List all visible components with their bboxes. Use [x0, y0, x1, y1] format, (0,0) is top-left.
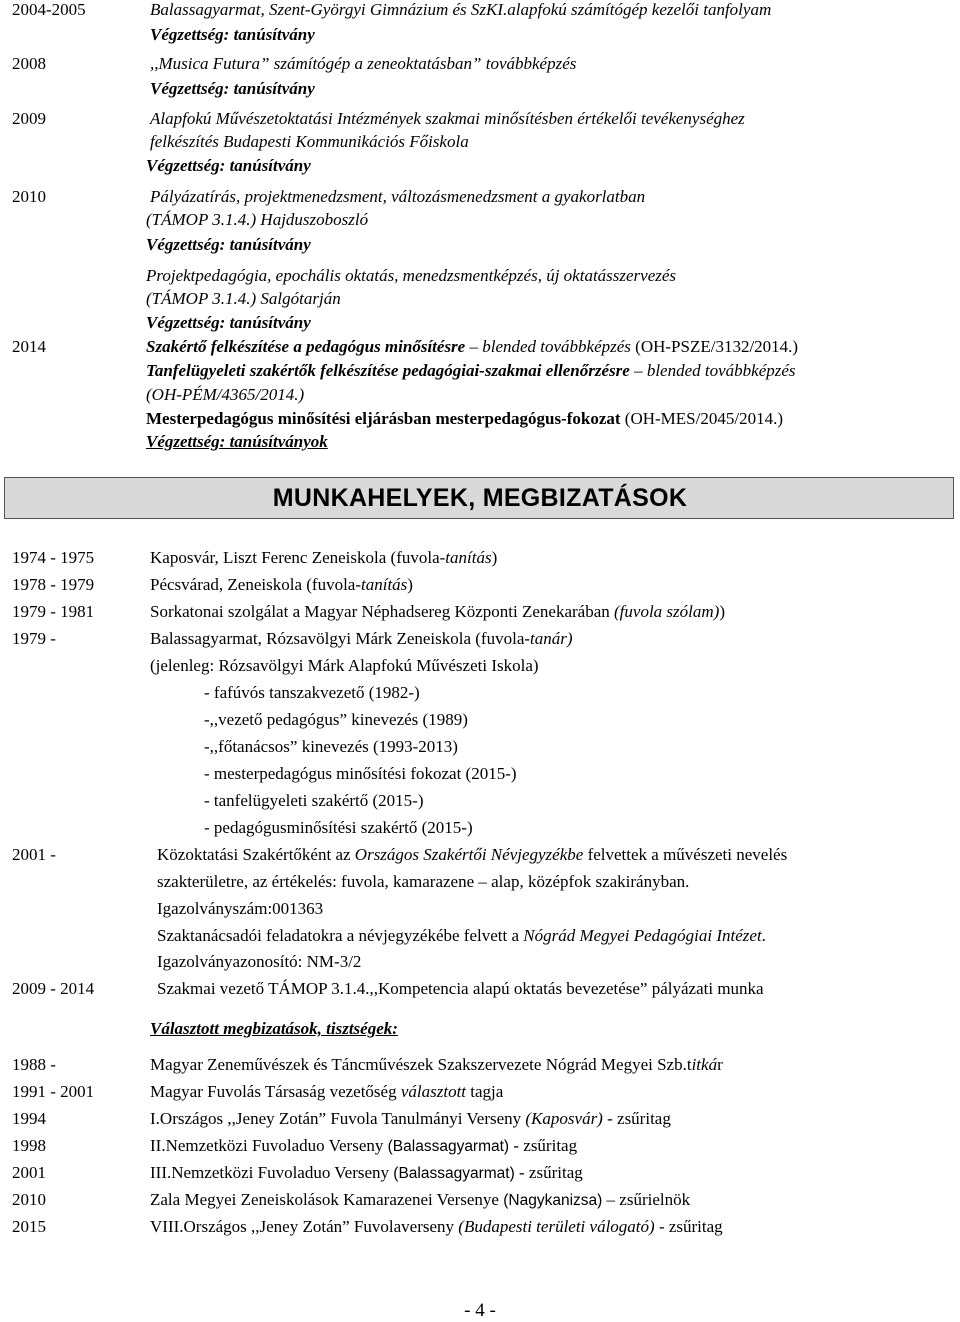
- elected-year-3: 1994: [12, 1109, 46, 1128]
- job-1-text: Kaposvár, Liszt Ferenc Zeneiskola (fuvola-: [150, 548, 446, 567]
- edu-cert-3: Végzettség: tanúsítvány: [146, 156, 311, 175]
- job-6: Szakmai vezető TÁMOP 3.1.4.,,Kompetencia alapú oktatás bevezetése” pályázati munka: [157, 979, 764, 998]
- edu-2014-l1-code: (OH-PSZE/3132/2014.): [635, 337, 799, 356]
- job-year-1: 1974 - 1975: [12, 548, 95, 567]
- role-2: -,,vezető pedagógus” kinevezés (1989): [204, 710, 468, 729]
- edu-cert-4: Végzettség: tanúsítvány: [146, 235, 311, 254]
- elected-6: [150, 1190, 690, 1210]
- elected-year-6: 2010: [12, 1190, 46, 1209]
- edu-title-5b: (TÁMOP 3.1.4.) Salgótarján: [146, 289, 341, 308]
- edu-2014-line4: [146, 409, 783, 429]
- edu-year-2: 2008: [12, 54, 46, 73]
- elected-1: [150, 1055, 723, 1075]
- edu-2014-l4-bold: Mesterpedagógus minősítési eljárásban mesterpedagógus-fokozat: [146, 409, 621, 428]
- job-5-line4: [157, 926, 766, 946]
- edu-2014-l1-bold: Szakértő felkészítése a pedagógus minősítésre: [146, 337, 466, 356]
- page-number: - 4 -: [464, 1300, 496, 1321]
- edu-title-1: Balassagyarmat, Szent-Györgyi Gimnázium és SzKI.alapfokú számítógép kezelői tanfolyam: [150, 0, 772, 19]
- job-1-italic: tanítás: [445, 548, 492, 567]
- job-4-italic: tanár): [530, 629, 573, 648]
- job-5-a-end: felvettek a művészeti nevelés: [583, 845, 788, 864]
- job-3: [150, 602, 725, 622]
- role-3: -,,főtanácsos” kinevezés (1993-2013): [204, 737, 458, 756]
- elected-5: [150, 1163, 583, 1183]
- edu-title-4b: (TÁMOP 3.1.4.) Hajduszoboszló: [146, 210, 369, 229]
- job-1-end: ): [491, 548, 498, 567]
- role-6: - pedagógusminősítési szakértő (2015-): [204, 818, 473, 837]
- job-2-end: ): [407, 575, 413, 594]
- elected-1-italic: itká: [691, 1055, 718, 1074]
- job-year-6: 2009 - 2014: [12, 979, 95, 998]
- job-2: [150, 575, 413, 595]
- edu-title-4: Pályázatírás, projektmenedzsment, változásmenedzsment a gyakorlatban: [150, 187, 646, 206]
- job-year-5: 2001 -: [12, 845, 56, 864]
- elected-year-4: 1998: [12, 1136, 46, 1155]
- edu-title-3: Alapfokú Művészetoktatási Intézmények szakmai minősítésben értékelői tevékenységhez: [150, 109, 745, 128]
- job-5-line2: szakterületre, az értékelés: fuvola, kamarazene – alap, középfok szakirányban.: [157, 872, 690, 891]
- job-year-4: 1979 -: [12, 629, 56, 648]
- elected-4-end: - zsűritag: [509, 1136, 578, 1155]
- elected-1-text: Magyar Zeneművészek és Táncművészek Szakszervezete Nógrád Megyei Szb.t: [150, 1055, 692, 1074]
- job-5-d: Szaktanácsadói feladatokra a névjegyzékébe felvett a: [157, 926, 524, 945]
- elected-7-text: VIII.Országos ,,Jeney Zotán” Fuvolaverseny: [150, 1217, 459, 1236]
- job-3-end: ): [719, 602, 725, 621]
- elected-year-1: 1988 -: [12, 1055, 56, 1074]
- job-5-a: Közoktatási Szakértőként az: [157, 845, 355, 864]
- elected-4-text: II.Nemzetközi Fuvoladuo Verseny: [150, 1136, 388, 1155]
- job-4-sub: (jelenleg: Rózsavölgyi Márk Alapfokú Művészeti Iskola): [150, 656, 539, 675]
- edu-title-3b: felkészítés Budapesti Kommunikációs Főiskola: [150, 132, 469, 151]
- job-2-text: Pécsvárad, Zeneiskola (fuvola-: [150, 575, 361, 594]
- job-4-text: Balassagyarmat, Rózsavölgyi Márk Zeneiskola (fuvola-: [150, 629, 531, 648]
- role-5: - tanfelügyeleti szakértő (2015-): [204, 791, 424, 810]
- edu-2014-line3: (OH-PÉM/4365/2014.): [146, 385, 305, 404]
- job-5-line3: Igazolványszám:001363: [157, 899, 324, 918]
- elected-2: [150, 1082, 503, 1102]
- edu-2014-line2: [146, 361, 796, 381]
- job-5-line5: Igazolványazonosító: NM-3/2: [157, 952, 362, 971]
- elected-3-italic: (Kaposvár): [525, 1109, 603, 1128]
- elected-6-place: (Nagykanizsa): [503, 1192, 603, 1209]
- job-5-a-italic: Országos Szakértői Névjegyzékbe: [354, 845, 584, 864]
- elected-5-text: III.Nemzetközi Fuvoladuo Verseny: [150, 1163, 394, 1182]
- elected-5-end: - zsűritag: [514, 1163, 583, 1182]
- elected-3-text: I.Országos ,,Jeney Zotán” Fuvola Tanulmányi Verseny: [150, 1109, 526, 1128]
- edu-cert-1: Végzettség: tanúsítvány: [150, 25, 315, 44]
- elected-7-italic: (Budapesti területi válogató): [458, 1217, 655, 1236]
- job-year-2: 1978 - 1979: [12, 575, 95, 594]
- job-5-d-italic: Nógrád Megyei Pedagógiai Intézet: [523, 926, 762, 945]
- elected-year-5: 2001: [12, 1163, 46, 1182]
- edu-2014-l1-rest: – blended továbbképzés: [465, 337, 636, 356]
- role-1: - fafúvós tanszakvezető (1982-): [204, 683, 420, 702]
- elected-7-end: - zsűritag: [654, 1217, 723, 1236]
- elected-4-place: (Balassagyarmat): [387, 1138, 510, 1155]
- edu-2014-cert: Végzettség: tanúsítványok: [146, 432, 328, 451]
- elected-2-end: tagja: [466, 1082, 504, 1101]
- elected-7: [150, 1217, 723, 1237]
- edu-2014-l2-bold: Tanfelügyeleti szakértők felkészítése pedagógiai-szakmai ellenőrzésre: [146, 361, 630, 380]
- elected-1-end: r: [717, 1055, 723, 1074]
- elected-6-end: – zsűrielnök: [602, 1190, 691, 1209]
- elected-title: Választott megbizatások, tisztségek:: [150, 1019, 398, 1038]
- edu-year-2014: 2014: [12, 337, 46, 356]
- job-5-d-end: .: [761, 926, 766, 945]
- elected-5-place: (Balassagyarmat): [393, 1165, 515, 1182]
- elected-4: [150, 1136, 577, 1156]
- job-4: [150, 629, 573, 649]
- elected-year-7: 2015: [12, 1217, 46, 1236]
- job-5-line1: [157, 845, 787, 865]
- edu-year-1: 2004-2005: [12, 0, 86, 19]
- elected-2-text: Magyar Fuvolás Társaság vezetőség: [150, 1082, 401, 1101]
- edu-title-5: Projektpedagógia, epochális oktatás, menedzsmentképzés, új oktatásszervezés: [146, 266, 677, 285]
- job-3-italic: (fuvola szólam): [614, 602, 720, 621]
- role-4: - mesterpedagógus minősítési fokozat (2015-): [204, 764, 517, 783]
- edu-2014-l2-rest: – blended továbbképzés: [629, 361, 796, 380]
- job-year-3: 1979 - 1981: [12, 602, 95, 621]
- edu-2014-l4-code: (OH-MES/2045/2014.): [620, 409, 783, 428]
- section-title: MUNKAHELYEK, MEGBIZATÁSOK: [272, 484, 688, 512]
- edu-year-4: 2010: [12, 187, 46, 206]
- job-3-text: Sorkatonai szolgálat a Magyar Néphadsereg Központi Zenekarában: [150, 602, 615, 621]
- job-2-italic: tanítás: [361, 575, 408, 594]
- edu-cert-5: Végzettség: tanúsítvány: [146, 313, 311, 332]
- elected-6-text: Zala Megyei Zeneiskolások Kamarazenei Versenye: [150, 1190, 504, 1209]
- elected-3-end: - zsűritag: [602, 1109, 671, 1128]
- job-1: [150, 548, 497, 568]
- elected-2-italic: választott: [400, 1082, 467, 1101]
- elected-year-2: 1991 - 2001: [12, 1082, 95, 1101]
- edu-cert-2: Végzettség: tanúsítvány: [150, 79, 315, 98]
- elected-3: [150, 1109, 671, 1129]
- edu-title-2: ,,Musica Futura” számítógép a zeneoktatásban” továbbképzés: [150, 54, 577, 73]
- edu-year-3: 2009: [12, 109, 46, 128]
- edu-2014-line1: [146, 337, 798, 357]
